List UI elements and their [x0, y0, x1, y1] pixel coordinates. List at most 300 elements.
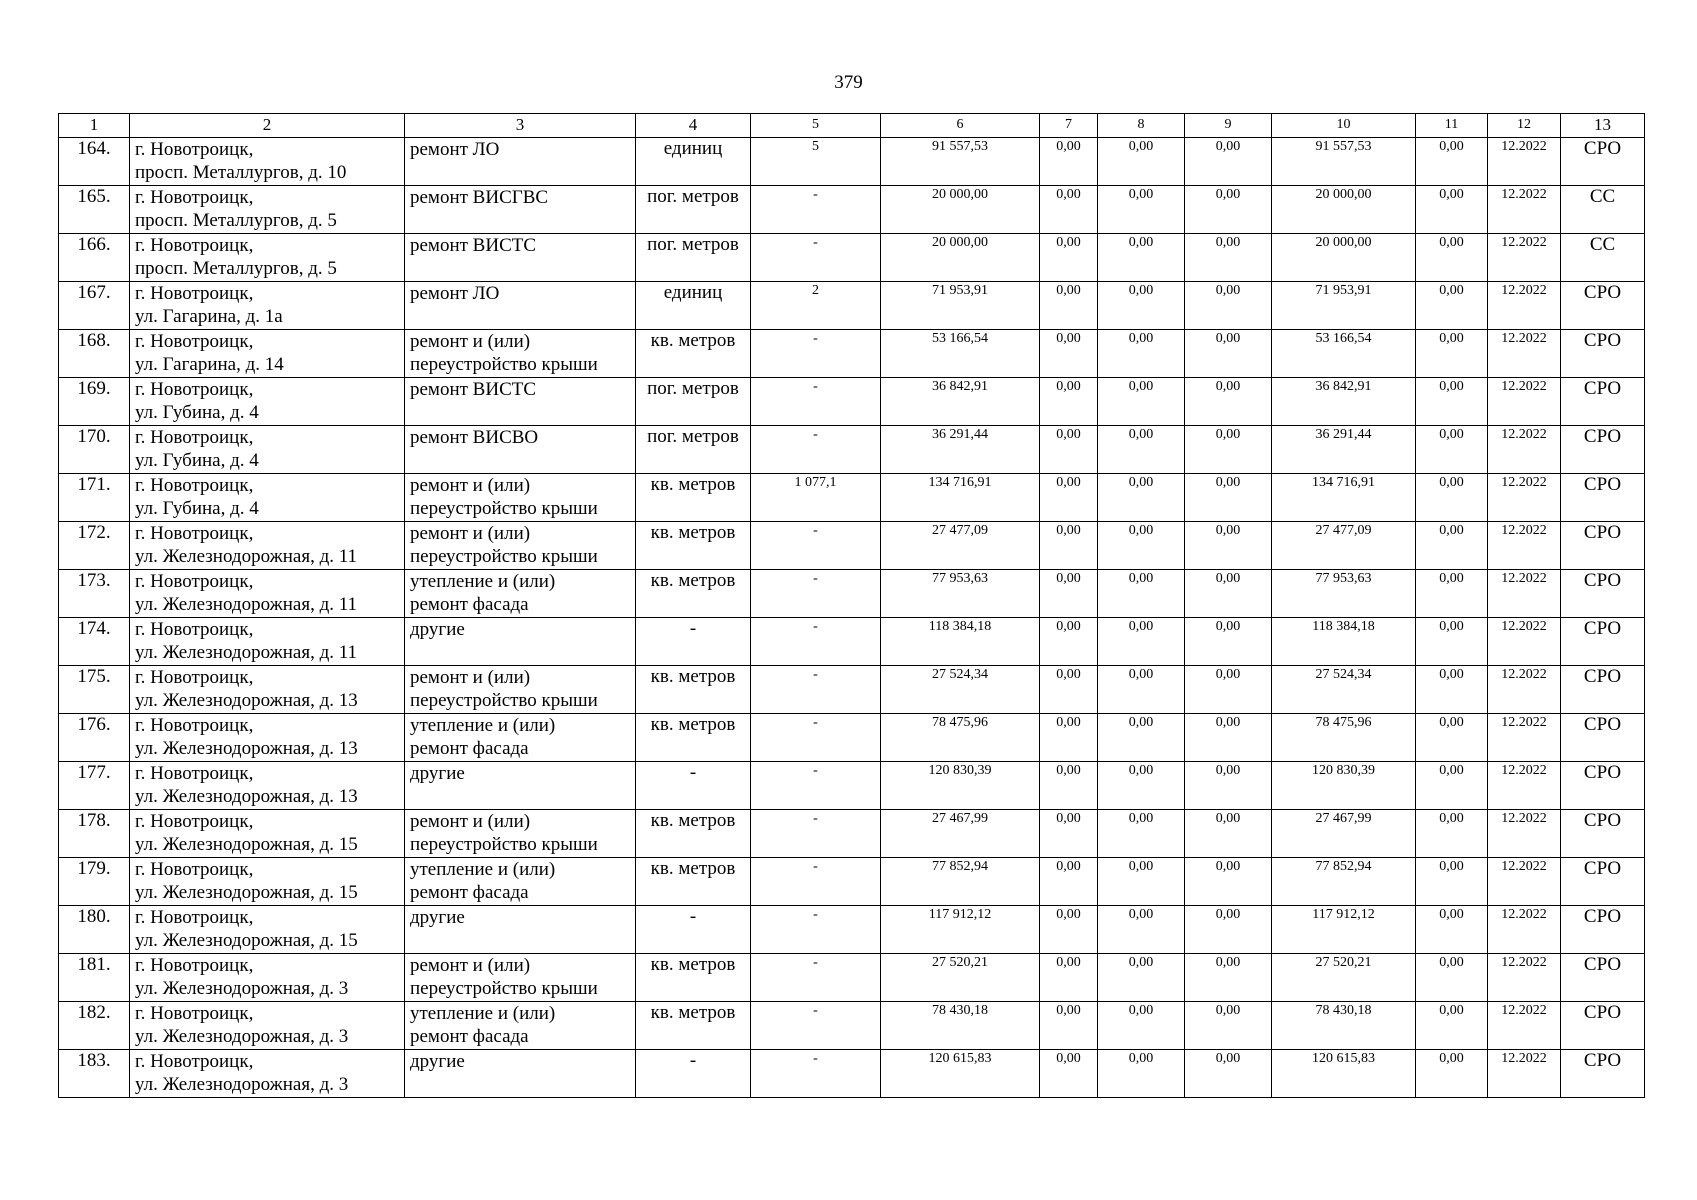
table-row [59, 906, 1645, 954]
work-type-cell [405, 426, 636, 474]
fund-cell-9: 0,00 [1185, 1050, 1272, 1098]
method-cell: СРО [1561, 474, 1645, 522]
fund-cell-7: 0,00 [1040, 858, 1098, 906]
capital-repair-table [58, 113, 1645, 1098]
address-street: ул. Железнодорожная, д. 13 [135, 738, 358, 759]
fund-cell-9: 0,00 [1185, 810, 1272, 858]
fund-cell-9: 0,00 [1185, 282, 1272, 330]
work-type-line: переустройство крыши [410, 498, 598, 519]
address-cell [130, 330, 405, 378]
table-row [59, 138, 1645, 186]
fund-cell-7: 0,00 [1040, 570, 1098, 618]
address-city: г. Новотроицк, [135, 379, 254, 400]
fund-cell-11: 0,00 [1416, 906, 1488, 954]
deadline-cell: 12.2022 [1488, 858, 1561, 906]
fund-cell-9: 0,00 [1185, 1002, 1272, 1050]
address-cell [130, 618, 405, 666]
fund-cell-8: 0,00 [1098, 906, 1185, 954]
work-type-line: ремонт фасада [410, 882, 529, 903]
unit-cell: пог. метров [636, 186, 751, 234]
unit-cell: - [636, 618, 751, 666]
unit-cell: кв. метров [636, 330, 751, 378]
row-number: 174. [59, 618, 130, 666]
work-type-line: ремонт ВИСТС [410, 235, 537, 256]
deadline-cell: 12.2022 [1488, 666, 1561, 714]
table-row [59, 714, 1645, 762]
total-cost-cell: 27 467,99 [881, 810, 1040, 858]
unit-cell: - [636, 906, 751, 954]
address-city: г. Новотроицк, [135, 427, 254, 448]
table-row [59, 762, 1645, 810]
work-type-line: переустройство крыши [410, 690, 598, 711]
fund-cell-8: 0,00 [1098, 474, 1185, 522]
fund-cell-9: 0,00 [1185, 378, 1272, 426]
owner-funds-cell: 71 953,91 [1272, 282, 1416, 330]
column-header: 10 [1272, 114, 1416, 138]
address-street: ул. Железнодорожная, д. 15 [135, 930, 358, 951]
address-street: ул. Железнодорожная, д. 11 [135, 594, 358, 615]
owner-funds-cell: 20 000,00 [1272, 186, 1416, 234]
column-header: 5 [751, 114, 881, 138]
unit-cell: кв. метров [636, 810, 751, 858]
address-city: г. Новотроицк, [135, 283, 254, 304]
table-row [59, 954, 1645, 1002]
method-cell: СРО [1561, 1050, 1645, 1098]
unit-cell: кв. метров [636, 858, 751, 906]
total-cost-cell: 20 000,00 [881, 234, 1040, 282]
header-row [59, 114, 1645, 138]
table-row [59, 666, 1645, 714]
table-row [59, 234, 1645, 282]
total-cost-cell: 120 615,83 [881, 1050, 1040, 1098]
address-cell [130, 954, 405, 1002]
address-city: г. Новотроицк, [135, 187, 254, 208]
work-type-line: другие [410, 907, 465, 928]
row-number: 166. [59, 234, 130, 282]
quantity-cell: - [751, 426, 881, 474]
owner-funds-cell: 27 520,21 [1272, 954, 1416, 1002]
method-cell: СРО [1561, 762, 1645, 810]
fund-cell-9: 0,00 [1185, 186, 1272, 234]
owner-funds-cell: 134 716,91 [1272, 474, 1416, 522]
work-type-cell [405, 858, 636, 906]
method-cell: СРО [1561, 858, 1645, 906]
work-type-line: другие [410, 763, 465, 784]
address-city: г. Новотроицк, [135, 763, 254, 784]
unit-cell: кв. метров [636, 666, 751, 714]
deadline-cell: 12.2022 [1488, 426, 1561, 474]
table-row [59, 378, 1645, 426]
total-cost-cell: 120 830,39 [881, 762, 1040, 810]
fund-cell-11: 0,00 [1416, 1002, 1488, 1050]
owner-funds-cell: 77 852,94 [1272, 858, 1416, 906]
fund-cell-9: 0,00 [1185, 234, 1272, 282]
total-cost-cell: 27 477,09 [881, 522, 1040, 570]
owner-funds-cell: 53 166,54 [1272, 330, 1416, 378]
address-street: ул. Железнодорожная, д. 3 [135, 978, 349, 999]
deadline-cell: 12.2022 [1488, 618, 1561, 666]
quantity-cell: - [751, 906, 881, 954]
work-type-line: переустройство крыши [410, 978, 598, 999]
column-header: 6 [881, 114, 1040, 138]
address-city: г. Новотроицк, [135, 523, 254, 544]
fund-cell-11: 0,00 [1416, 282, 1488, 330]
fund-cell-7: 0,00 [1040, 762, 1098, 810]
deadline-cell: 12.2022 [1488, 474, 1561, 522]
work-type-cell [405, 570, 636, 618]
deadline-cell: 12.2022 [1488, 330, 1561, 378]
address-street: ул. Железнодорожная, д. 15 [135, 882, 358, 903]
fund-cell-9: 0,00 [1185, 666, 1272, 714]
method-cell: СРО [1561, 1002, 1645, 1050]
fund-cell-11: 0,00 [1416, 138, 1488, 186]
work-type-line: переустройство крыши [410, 546, 598, 567]
work-type-line: ремонт ВИСГВС [410, 187, 549, 208]
work-type-line: ремонт и (или) [410, 523, 531, 544]
table-row [59, 1002, 1645, 1050]
fund-cell-8: 0,00 [1098, 810, 1185, 858]
fund-cell-7: 0,00 [1040, 474, 1098, 522]
table-row [59, 426, 1645, 474]
deadline-cell: 12.2022 [1488, 138, 1561, 186]
method-cell: СРО [1561, 522, 1645, 570]
fund-cell-8: 0,00 [1098, 714, 1185, 762]
table-row [59, 330, 1645, 378]
total-cost-cell: 36 842,91 [881, 378, 1040, 426]
total-cost-cell: 134 716,91 [881, 474, 1040, 522]
owner-funds-cell: 36 842,91 [1272, 378, 1416, 426]
unit-cell: кв. метров [636, 570, 751, 618]
work-type-cell [405, 618, 636, 666]
work-type-line: утепление и (или) [410, 859, 556, 880]
address-street: ул. Железнодорожная, д. 11 [135, 642, 358, 663]
unit-cell: единиц [636, 138, 751, 186]
owner-funds-cell: 91 557,53 [1272, 138, 1416, 186]
quantity-cell: - [751, 1050, 881, 1098]
address-cell [130, 906, 405, 954]
address-cell [130, 522, 405, 570]
table-header [59, 114, 1645, 138]
quantity-cell: - [751, 618, 881, 666]
address-cell [130, 474, 405, 522]
owner-funds-cell: 36 291,44 [1272, 426, 1416, 474]
address-city: г. Новотроицк, [135, 1051, 254, 1072]
address-cell [130, 666, 405, 714]
method-cell: СРО [1561, 954, 1645, 1002]
column-header: 12 [1488, 114, 1561, 138]
deadline-cell: 12.2022 [1488, 282, 1561, 330]
address-street: ул. Железнодорожная, д. 15 [135, 834, 358, 855]
owner-funds-cell: 117 912,12 [1272, 906, 1416, 954]
row-number: 180. [59, 906, 130, 954]
address-city: г. Новотроицк, [135, 475, 254, 496]
fund-cell-8: 0,00 [1098, 618, 1185, 666]
table-row [59, 618, 1645, 666]
address-cell [130, 138, 405, 186]
address-street: ул. Гагарина, д. 14 [135, 354, 284, 375]
address-cell [130, 810, 405, 858]
address-city: г. Новотроицк, [135, 859, 254, 880]
row-number: 169. [59, 378, 130, 426]
address-cell [130, 426, 405, 474]
deadline-cell: 12.2022 [1488, 1050, 1561, 1098]
address-street: ул. Железнодорожная, д. 13 [135, 690, 358, 711]
address-street: ул. Железнодорожная, д. 13 [135, 786, 358, 807]
quantity-cell: 5 [751, 138, 881, 186]
work-type-cell [405, 378, 636, 426]
deadline-cell: 12.2022 [1488, 186, 1561, 234]
fund-cell-7: 0,00 [1040, 138, 1098, 186]
row-number: 176. [59, 714, 130, 762]
work-type-line: утепление и (или) [410, 715, 556, 736]
fund-cell-8: 0,00 [1098, 858, 1185, 906]
row-number: 175. [59, 666, 130, 714]
method-cell: СРО [1561, 570, 1645, 618]
fund-cell-9: 0,00 [1185, 762, 1272, 810]
method-cell: СРО [1561, 378, 1645, 426]
fund-cell-9: 0,00 [1185, 474, 1272, 522]
address-street: просп. Металлургов, д. 5 [135, 258, 337, 279]
fund-cell-8: 0,00 [1098, 282, 1185, 330]
address-city: г. Новотроицк, [135, 667, 254, 688]
column-header: 9 [1185, 114, 1272, 138]
total-cost-cell: 118 384,18 [881, 618, 1040, 666]
row-number: 173. [59, 570, 130, 618]
fund-cell-8: 0,00 [1098, 570, 1185, 618]
address-street: ул. Железнодорожная, д. 3 [135, 1074, 349, 1095]
unit-cell: пог. метров [636, 426, 751, 474]
address-street: ул. Губина, д. 4 [135, 402, 259, 423]
fund-cell-7: 0,00 [1040, 426, 1098, 474]
total-cost-cell: 91 557,53 [881, 138, 1040, 186]
deadline-cell: 12.2022 [1488, 378, 1561, 426]
row-number: 167. [59, 282, 130, 330]
quantity-cell: - [751, 858, 881, 906]
column-header: 13 [1561, 114, 1645, 138]
column-header: 3 [405, 114, 636, 138]
fund-cell-11: 0,00 [1416, 570, 1488, 618]
total-cost-cell: 27 520,21 [881, 954, 1040, 1002]
work-type-line: ремонт фасада [410, 738, 529, 759]
fund-cell-9: 0,00 [1185, 426, 1272, 474]
work-type-cell [405, 762, 636, 810]
fund-cell-11: 0,00 [1416, 330, 1488, 378]
row-number: 178. [59, 810, 130, 858]
quantity-cell: - [751, 234, 881, 282]
fund-cell-8: 0,00 [1098, 666, 1185, 714]
work-type-line: ремонт ВИСТС [410, 379, 537, 400]
work-type-line: ремонт и (или) [410, 331, 531, 352]
method-cell: СРО [1561, 138, 1645, 186]
unit-cell: кв. метров [636, 954, 751, 1002]
method-cell: СРО [1561, 330, 1645, 378]
fund-cell-7: 0,00 [1040, 810, 1098, 858]
quantity-cell: - [751, 666, 881, 714]
quantity-cell: - [751, 762, 881, 810]
work-type-line: ремонт и (или) [410, 955, 531, 976]
fund-cell-11: 0,00 [1416, 426, 1488, 474]
row-number: 164. [59, 138, 130, 186]
fund-cell-11: 0,00 [1416, 186, 1488, 234]
fund-cell-11: 0,00 [1416, 474, 1488, 522]
fund-cell-8: 0,00 [1098, 138, 1185, 186]
work-type-line: ремонт и (или) [410, 667, 531, 688]
fund-cell-7: 0,00 [1040, 906, 1098, 954]
owner-funds-cell: 120 615,83 [1272, 1050, 1416, 1098]
quantity-cell: - [751, 954, 881, 1002]
total-cost-cell: 77 852,94 [881, 858, 1040, 906]
deadline-cell: 12.2022 [1488, 954, 1561, 1002]
work-type-line: другие [410, 619, 465, 640]
method-cell: СРО [1561, 666, 1645, 714]
column-header: 8 [1098, 114, 1185, 138]
owner-funds-cell: 78 430,18 [1272, 1002, 1416, 1050]
work-type-line: утепление и (или) [410, 571, 556, 592]
address-city: г. Новотроицк, [135, 139, 254, 160]
method-cell: СРО [1561, 810, 1645, 858]
owner-funds-cell: 77 953,63 [1272, 570, 1416, 618]
row-number: 170. [59, 426, 130, 474]
fund-cell-9: 0,00 [1185, 570, 1272, 618]
fund-cell-11: 0,00 [1416, 858, 1488, 906]
address-cell [130, 186, 405, 234]
fund-cell-7: 0,00 [1040, 1002, 1098, 1050]
method-cell: СС [1561, 186, 1645, 234]
total-cost-cell: 27 524,34 [881, 666, 1040, 714]
quantity-cell: - [751, 522, 881, 570]
fund-cell-8: 0,00 [1098, 522, 1185, 570]
deadline-cell: 12.2022 [1488, 810, 1561, 858]
work-type-cell [405, 714, 636, 762]
address-cell [130, 378, 405, 426]
work-type-cell [405, 234, 636, 282]
quantity-cell: - [751, 810, 881, 858]
row-number: 182. [59, 1002, 130, 1050]
owner-funds-cell: 27 477,09 [1272, 522, 1416, 570]
work-type-line: ремонт и (или) [410, 811, 531, 832]
row-number: 168. [59, 330, 130, 378]
address-city: г. Новотроицк, [135, 331, 254, 352]
column-header: 7 [1040, 114, 1098, 138]
column-header: 1 [59, 114, 130, 138]
address-city: г. Новотроицк, [135, 955, 254, 976]
fund-cell-7: 0,00 [1040, 714, 1098, 762]
work-type-cell [405, 474, 636, 522]
fund-cell-8: 0,00 [1098, 426, 1185, 474]
fund-cell-11: 0,00 [1416, 522, 1488, 570]
unit-cell: пог. метров [636, 234, 751, 282]
work-type-line: переустройство крыши [410, 354, 598, 375]
deadline-cell: 12.2022 [1488, 762, 1561, 810]
total-cost-cell: 53 166,54 [881, 330, 1040, 378]
fund-cell-7: 0,00 [1040, 186, 1098, 234]
fund-cell-7: 0,00 [1040, 666, 1098, 714]
method-cell: СС [1561, 234, 1645, 282]
fund-cell-7: 0,00 [1040, 1050, 1098, 1098]
table-row [59, 810, 1645, 858]
work-type-cell [405, 330, 636, 378]
address-street: просп. Металлургов, д. 10 [135, 162, 347, 183]
address-cell [130, 762, 405, 810]
owner-funds-cell: 118 384,18 [1272, 618, 1416, 666]
address-street: ул. Гагарина, д. 1а [135, 306, 283, 327]
owner-funds-cell: 27 467,99 [1272, 810, 1416, 858]
address-cell [130, 1050, 405, 1098]
table-row [59, 186, 1645, 234]
quantity-cell: - [751, 714, 881, 762]
work-type-cell [405, 282, 636, 330]
unit-cell: - [636, 1050, 751, 1098]
work-type-cell [405, 522, 636, 570]
address-cell [130, 234, 405, 282]
fund-cell-8: 0,00 [1098, 234, 1185, 282]
address-street: просп. Металлургов, д. 5 [135, 210, 337, 231]
row-number: 165. [59, 186, 130, 234]
unit-cell: кв. метров [636, 714, 751, 762]
total-cost-cell: 77 953,63 [881, 570, 1040, 618]
work-type-line: ремонт ЛО [410, 139, 500, 160]
owner-funds-cell: 120 830,39 [1272, 762, 1416, 810]
fund-cell-11: 0,00 [1416, 954, 1488, 1002]
unit-cell: пог. метров [636, 378, 751, 426]
total-cost-cell: 78 430,18 [881, 1002, 1040, 1050]
fund-cell-11: 0,00 [1416, 234, 1488, 282]
work-type-line: другие [410, 1051, 465, 1072]
quantity-cell: 2 [751, 282, 881, 330]
row-number: 183. [59, 1050, 130, 1098]
fund-cell-8: 0,00 [1098, 762, 1185, 810]
work-type-line: ремонт ЛО [410, 283, 500, 304]
fund-cell-8: 0,00 [1098, 330, 1185, 378]
fund-cell-11: 0,00 [1416, 762, 1488, 810]
fund-cell-7: 0,00 [1040, 234, 1098, 282]
quantity-cell: - [751, 1002, 881, 1050]
fund-cell-7: 0,00 [1040, 954, 1098, 1002]
method-cell: СРО [1561, 618, 1645, 666]
fund-cell-11: 0,00 [1416, 810, 1488, 858]
fund-cell-11: 0,00 [1416, 714, 1488, 762]
address-city: г. Новотроицк, [135, 571, 254, 592]
owner-funds-cell: 20 000,00 [1272, 234, 1416, 282]
fund-cell-7: 0,00 [1040, 330, 1098, 378]
total-cost-cell: 36 291,44 [881, 426, 1040, 474]
work-type-cell [405, 1050, 636, 1098]
fund-cell-7: 0,00 [1040, 522, 1098, 570]
fund-cell-7: 0,00 [1040, 618, 1098, 666]
total-cost-cell: 20 000,00 [881, 186, 1040, 234]
table-body [59, 138, 1645, 1098]
table-row [59, 858, 1645, 906]
method-cell: СРО [1561, 906, 1645, 954]
fund-cell-9: 0,00 [1185, 906, 1272, 954]
address-city: г. Новотроицк, [135, 811, 254, 832]
work-type-cell [405, 138, 636, 186]
column-header: 4 [636, 114, 751, 138]
quantity-cell: - [751, 570, 881, 618]
address-city: г. Новотроицк, [135, 235, 254, 256]
deadline-cell: 12.2022 [1488, 906, 1561, 954]
address-cell [130, 858, 405, 906]
row-number: 179. [59, 858, 130, 906]
row-number: 172. [59, 522, 130, 570]
method-cell: СРО [1561, 426, 1645, 474]
address-cell [130, 714, 405, 762]
fund-cell-9: 0,00 [1185, 618, 1272, 666]
deadline-cell: 12.2022 [1488, 522, 1561, 570]
address-city: г. Новотроицк, [135, 907, 254, 928]
unit-cell: кв. метров [636, 1002, 751, 1050]
work-type-line: ремонт ВИСВО [410, 427, 539, 448]
